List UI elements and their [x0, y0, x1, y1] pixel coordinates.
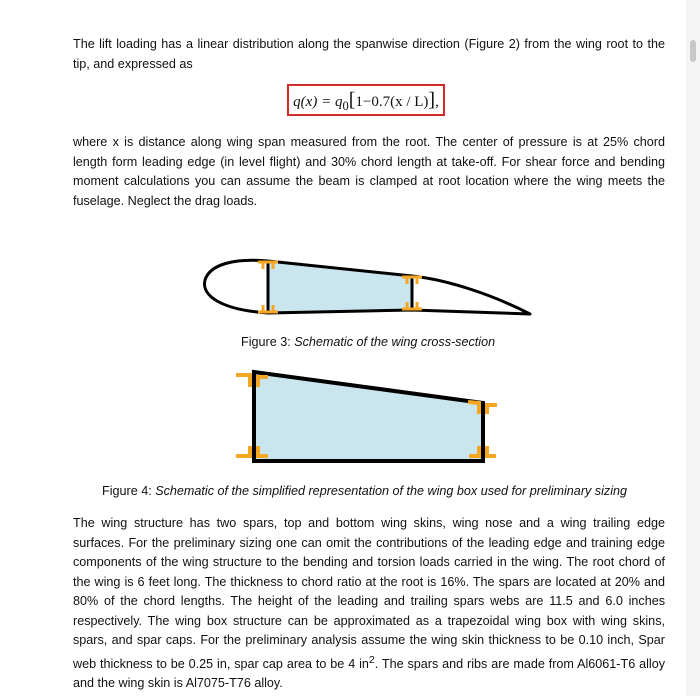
equation-trailing: , [435, 94, 439, 110]
paragraph-wing-structure [73, 514, 665, 694]
equation-subscript: 0 [342, 99, 349, 113]
paragraph-pressure-center: where x is distance along wing span measured from the root. The center of pressure is at 25% chord length form leading edge (in level flight) and 30% chord length at take-off. For shear force and bending moment calculations you can assume the beam is clamped at root location where the wing meets the fuselage. Neglect the drag loads. [73, 135, 665, 208]
equation-lhs: q(x) = q [293, 94, 343, 110]
equation-body: 1−0.7(x / L) [355, 94, 429, 110]
area-unit-superscript: 2 [368, 653, 375, 666]
equation-bracket-close: ] [428, 89, 436, 111]
figure-4-label: Figure 4: [102, 484, 152, 498]
equation-bracket-open: [ [348, 89, 356, 111]
paragraph-lift-loading: The lift loading has a linear distribution along the spanwise direction (Figure 2) from the wing root to the tip, and expressed as [73, 37, 665, 71]
structure-text: The wing structure has two spars, top and bottom wing skins, wing nose and a wing trailing edge surfaces. For the preliminary sizing one can omit the contributions of the leading edge and training edge components of the wing structure to the bending and torsion loads carried in the wing. The root chord of the wing is 6 feet long. The thickness to chord ratio at the root is 16%. The spars are located at 20% and 80% of the chord lengths. The height of the leading and trailing spars webs are 11.5 and 6.0 inches respectively. The wing box structure can be approximated as a trapezoidal wing box with wing skins, spars, and spar caps. For the preliminary analysis assume the wing skin thickness to be 0.10 inch, Spar web thickness to be 0.25 in, spar cap area to be 4 in [73, 516, 665, 671]
figure-4-caption [102, 483, 627, 499]
figure-3-label: Figure 3: [241, 335, 291, 349]
figure-3-title: Schematic of the wing cross-section [294, 335, 496, 349]
structure-text-end: . The spars and ribs are made from Al6061-T6 alloy and the wing skin is Al7075-T76 alloy. [73, 656, 665, 691]
figure-4-title: Schematic of the simplified representation of the wing box used for preliminary sizing [155, 484, 628, 498]
trapezoid-box [254, 372, 483, 461]
